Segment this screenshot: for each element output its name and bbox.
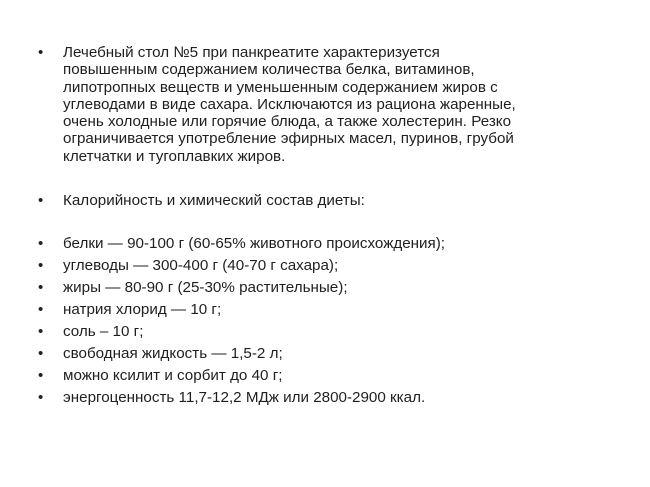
bullet-icon: • [38,257,44,274]
bullet-icon: • [38,367,44,384]
bullet-icon: • [38,345,44,362]
carbohydrates-text: углеводы — 300-400 г (40-70 г сахара); [63,257,339,274]
xylitol-text: можно ксилит и сорбит до 40 г; [63,367,283,384]
bullet-icon: • [38,301,44,318]
bullet-icon: • [38,279,44,296]
bullet-icon: • [38,389,44,406]
bullet-icon: • [38,323,44,340]
energy-text: энергоценность 11,7-12,2 МДж или 2800-2900 ккал. [63,389,426,406]
bullet-icon: • [38,192,44,209]
sodium-chloride-text: натрия хлорид — 10 г; [63,301,222,318]
free-liquid-text: свободная жидкость — 1,5-2 л; [63,345,283,362]
diet-description-text: Лечебный стол №5 при панкреатите характеризуется повышенным содержанием количества белка, витаминов, липотропных веществ и уменьшенным содержанием жиров с углеводами в виде сахара. Исключаются из рациона жаренные, очень холодные или горячие блюда, а также холестерин. Резко ограничивается употребление эфирных масел, пуринов, грубой клетчатки и тугоплавких жиров. [63,44,516,165]
fats-text: жиры — 80-90 г (25-30% растительные); [63,279,348,296]
salt-text: соль – 10 г; [63,323,144,340]
composition-heading: Калорийность и химический состав диеты: [63,192,365,209]
bullet-icon: • [38,235,44,252]
bullet-icon: • [38,44,44,61]
proteins-text: белки — 90-100 г (60-65% животного происхождения); [63,235,446,252]
